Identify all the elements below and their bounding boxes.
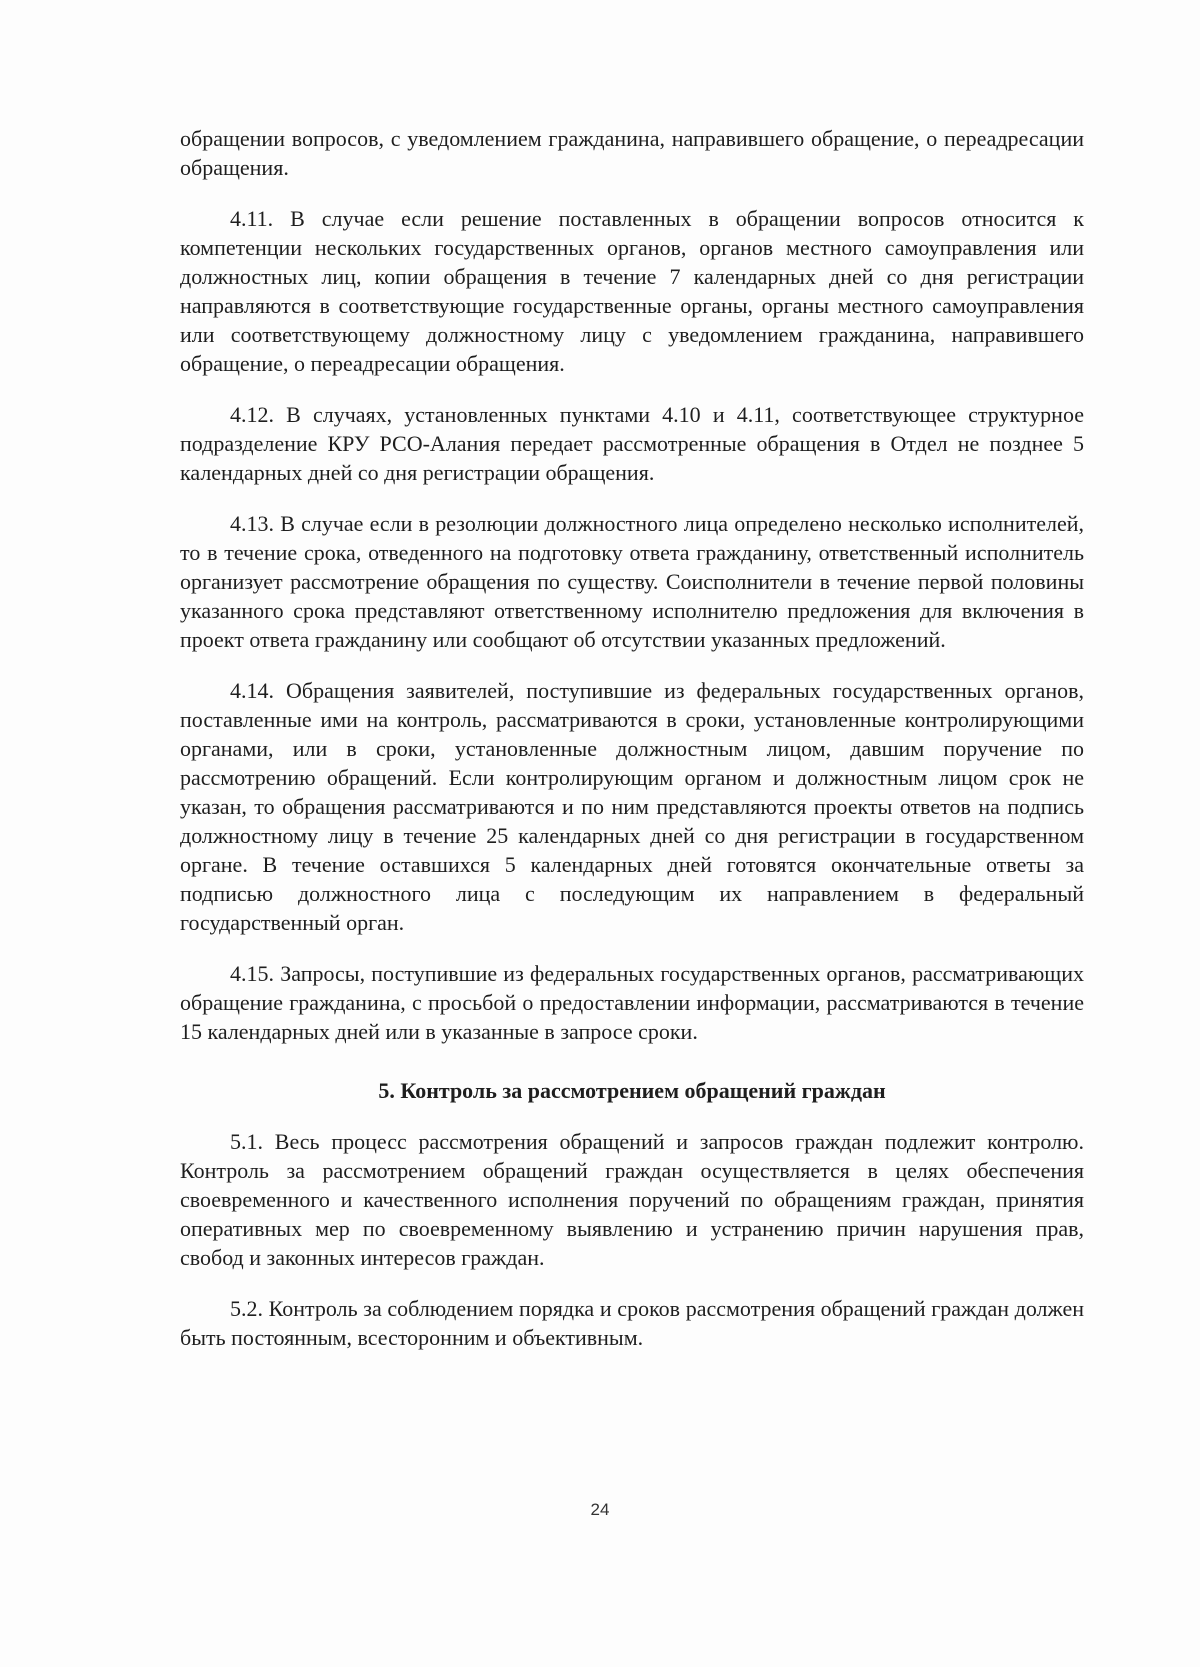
paragraph-4-12: 4.12. В случаях, установленных пунктами 4.10 и 4.11, соответствующее структурное подразделение КРУ РСО-Алания передает рассмотренные обращения в Отдел не позднее 5 календарных дней со дня регистрации обращения.	[180, 402, 1084, 485]
page-number: 24	[590, 1500, 610, 1519]
paragraph-4-13: 4.13. В случае если в резолюции должностного лица определено несколько исполнителей, то в течение срока, отведенного на подготовку ответа гражданину, ответственный исполнитель организует рассмотрение обращения по существу. Соисполнители в течение первой половины указанного срока представляют ответственному исполнителю предложения для включения в проект ответа гражданину или сообщают об отсутствии указанных предложений.	[180, 511, 1084, 652]
paragraph-4-14: 4.14. Обращения заявителей, поступившие из федеральных государственных органов, поставленные ими на контроль, рассматриваются в сроки, установленные контролирующими органами, или в сроки, установленные должностным лицом, давшим поручение по рассмотрению обращений. Если контролирующим органом и должностным лицом срок не указан, то обращения рассматриваются и по ним представляются проекты ответов на подпись должностному лицу в течение 25 календарных дней со дня регистрации в государственном органе. В течение оставшихся 5 календарных дней готовятся окончательные ответы за подписью должностного лица с последующим их направлением в федеральный государственный орган.	[180, 678, 1084, 935]
paragraph-4-15: 4.15. Запросы, поступившие из федеральных государственных органов, рассматривающих обращение гражданина, с просьбой о предоставлении информации, рассматриваются в течение 15 календарных дней или в указанные в запросе сроки.	[180, 961, 1084, 1044]
document-body	[180, 124, 1084, 1352]
paragraph-5-1: 5.1. Весь процесс рассмотрения обращений и запросов граждан подлежит контролю. Контроль за рассмотрением обращений граждан осуществляется в целях обеспечения своевременного и качественного исполнения поручений по обращениям граждан, принятия оперативных мер по своевременному выявлению и устранению причин нарушения прав, свобод и законных интересов граждан.	[180, 1129, 1084, 1270]
section-heading: 5. Контроль за рассмотрением обращений граждан	[378, 1078, 886, 1103]
paragraph-4-11: 4.11. В случае если решение поставленных в обращении вопросов относится к компетенции нескольких государственных органов, органов местного самоуправления или должностных лиц, копии обращения в течение 7 календарных дней со дня регистрации направляются в соответствующие государственные органы, органы местного самоуправления или соответствующему должностному лицу с уведомлением гражданина, направившего обращение, о переадресации обращения.	[180, 206, 1084, 376]
paragraph-5-2: 5.2. Контроль за соблюдением порядка и сроков рассмотрения обращений граждан должен быть постоянным, всесторонним и объективным.	[180, 1296, 1084, 1350]
continuation-paragraph: обращении вопросов, с уведомлением гражданина, направившего обращение, о переадресации обращения.	[180, 126, 1084, 180]
